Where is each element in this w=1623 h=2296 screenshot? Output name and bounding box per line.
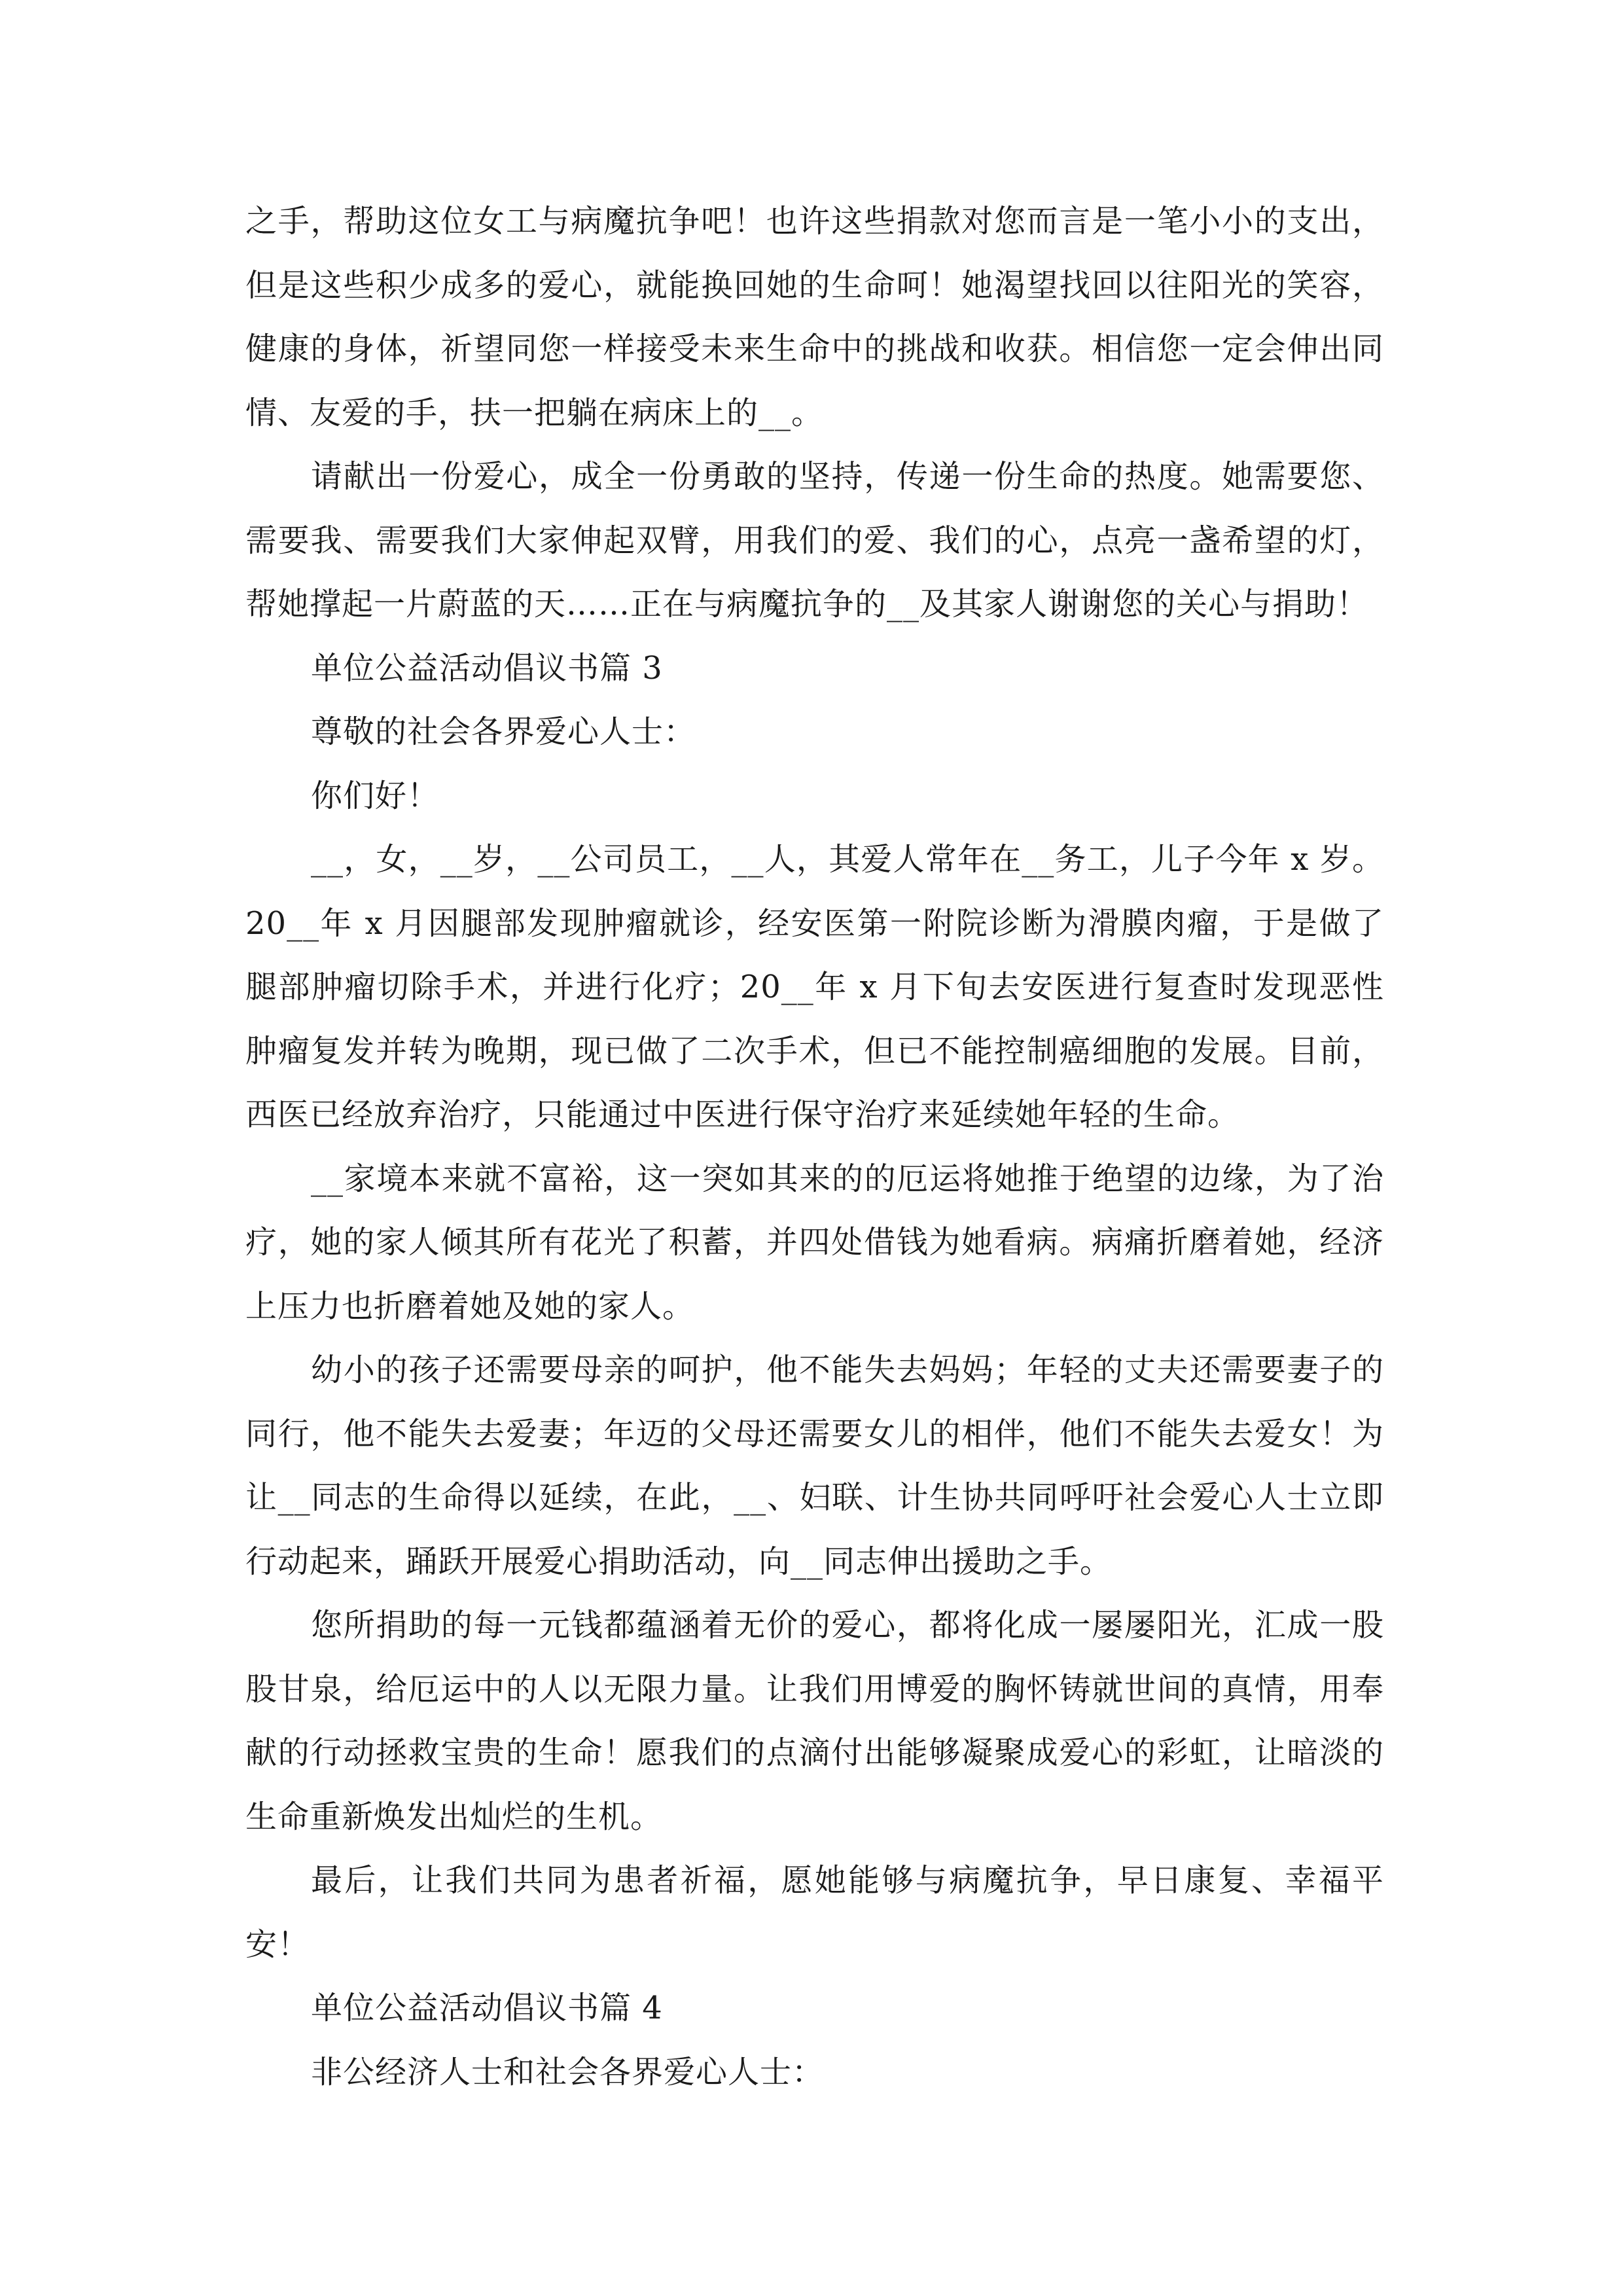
paragraph-call-to-action: 幼小的孩子还需要母亲的呵护，他不能失去妈妈；年轻的丈夫还需要妻子的同行，他不能失去爱妻；年迈的父母还需要女儿的相伴，他们不能失去爱女！为让__同志的生命得以延续，在此，__、妇联、计生协共同呼吁社会爱心人士立即行动起来，踊跃开展爱心捐助活动，向__同志伸出援助之手。 [245, 1352, 1384, 1580]
section-heading-3: 单位公益活动倡议书篇 3 [311, 649, 663, 687]
paragraph-closing: 最后，让我们共同为患者祈福，愿她能够与病魔抗争，早日康复、幸福平安！ [245, 1862, 1384, 1963]
paragraph-patient-info: __，女，__岁，__公司员工，__人，其爱人常年在__务工，儿子今年 x 岁。20__年 x 月因腿部发现肿瘤就诊，经安医第一附院诊断为滑膜肉瘤，于是做了腿部肿瘤切除手术，并进行化疗；20__年 x 月下旬去安医进行复查时发现恶性肿瘤复发并转为晚期，现已做了二次手术，但已不能控制癌细胞的发展。目前，西医已经放弃治疗，只能通过中医进行保守治疗来延续她年轻的生命。 [245, 841, 1384, 1133]
paragraph-donation-appeal: 请献出一份爱心，成全一份勇敢的坚持，传递一份生命的热度。她需要您、需要我、需要我们大家伸起双臂，用我们的爱、我们的心，点亮一盏希望的灯，帮她撑起一片蔚蓝的天……正在与病魔抗争的__及其家人谢谢您的关心与捐助！ [245, 458, 1384, 622]
salutation-4: 非公经济人士和社会各界爱心人士： [311, 2053, 825, 2090]
paragraph-continuation: 之手，帮助这位女工与病魔抗争吧！也许这些捐款对您而言是一笔小小的支出，但是这些积少成多的爱心，就能换回她的生命呵！她渴望找回以往阳光的笑容，健康的身体，祈望同您一样接受未来生命中的挑战和收获。相信您一定会伸出同情、友爱的手，扶一把躺在病床上的__。 [245, 203, 1384, 431]
salutation-3: 尊敬的社会各界爱心人士： [311, 713, 696, 750]
paragraph-family-situation: __家境本来就不富裕，这一突如其来的的厄运将她推于绝望的边缘，为了治疗，她的家人倾其所有花光了积蓄，并四处借钱为她看病。病痛折磨着她，经济上压力也折磨着她及她的家人。 [245, 1160, 1384, 1325]
paragraph-donation-value: 您所捐助的每一元钱都蕴涵着无价的爱心，都将化成一屡屡阳光，汇成一股股甘泉，给厄运中的人以无限力量。让我们用博爱的胸怀铸就世间的真情，用奉献的行动拯救宝贵的生命！愿我们的点滴付出能够凝聚成爱心的彩虹，让暗淡的生命重新焕发出灿烂的生机。 [245, 1607, 1384, 1835]
section-heading-4: 单位公益活动倡议书篇 4 [311, 1990, 663, 2026]
greeting-3: 你们好！ [311, 777, 440, 814]
document-body [245, 190, 1384, 2104]
